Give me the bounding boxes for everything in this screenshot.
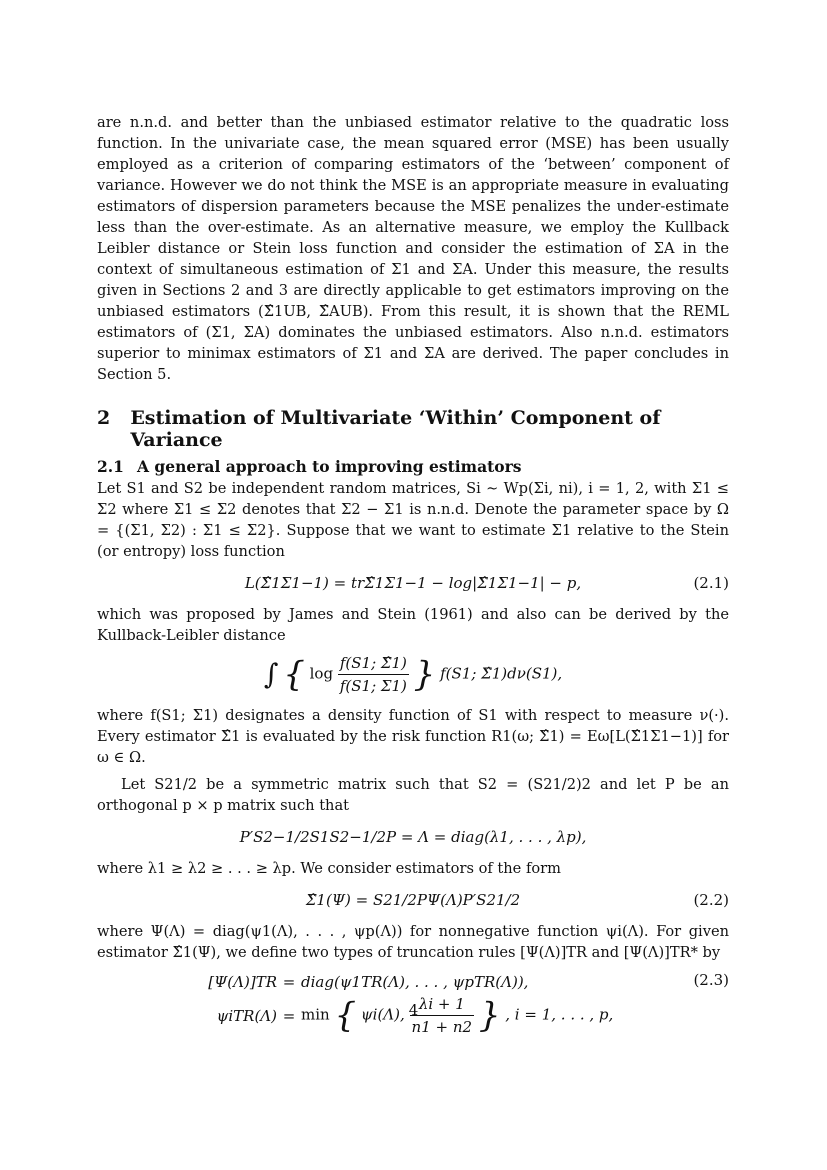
eq23-rel-2: = xyxy=(282,1007,296,1025)
subsection-heading xyxy=(97,457,729,476)
equation-2-2-tag: (2.2) xyxy=(693,891,729,909)
page-number: 4 xyxy=(408,1001,419,1019)
subsection-number: 2.1 xyxy=(97,457,124,476)
kl-fraction xyxy=(338,652,409,697)
min-fraction-denominator: n1 + n2 xyxy=(411,1018,473,1036)
subsection-title: A general approach to improving estimators xyxy=(137,457,522,476)
min-fraction-numerator: λi + 1 xyxy=(410,993,475,1016)
equation-2-1-body: L(Σ̂1Σ1−1) = trΣ̂1Σ1−1 − log|Σ̂1Σ1−1| − p, xyxy=(244,574,582,592)
section-heading xyxy=(97,407,729,451)
eq23-rhs-1: diag(ψ1TR(Λ), . . . , ψpTR(Λ)), xyxy=(301,973,529,991)
section-number: 2 xyxy=(97,407,111,429)
paragraph-truncation: where Ψ(Λ) = diag(ψ1(Λ), . . . , ψp(Λ)) for nonnegative function ψi(Λ). For given estimator Σ̂1(Ψ), we define two types of truncation rules [Ψ(Λ)]TR and [Ψ(Λ)]TR* by xyxy=(97,923,729,961)
kl-remainder: f(S1; Σ̂1)dν(S1), xyxy=(440,664,563,683)
paragraph-symmetric: Let S21/2 be a symmetric matrix such that S2 = (S21/2)2 and let P be an orthogonal p × p matrix such that xyxy=(97,776,729,814)
kl-denominator: f(S1; Σ1) xyxy=(339,677,407,695)
section-title: Estimation of Multivariate ‘Within’ Component of Variance xyxy=(130,407,661,451)
paragraph-setup: Let S1 and S2 be independent random matrices, Si ∼ Wp(Σi, ni), i = 1, 2, with Σ1 ≤ Σ2 where Σ1 ≤ Σ2 denotes that Σ2 − Σ1 is n.n.d. Denote the parameter space by Ω = {(Σ1, Σ2) : Σ1 ≤ Σ2}. Suppose that we want to estimate Σ1 relative to the Stein (or entropy) loss function xyxy=(97,480,729,560)
min-right-brace: } xyxy=(478,995,501,1036)
min-operator: min xyxy=(301,1005,330,1024)
page-body xyxy=(97,112,729,1039)
right-brace: } xyxy=(413,654,436,695)
equation-2-3-tag: (2.3) xyxy=(693,971,729,989)
equation-2-2-body: Σ̂1(Ψ) = S21/2PΨ(Λ)P′S21/2 xyxy=(305,891,521,909)
log-operator: log xyxy=(309,664,334,683)
equation-2-1 xyxy=(97,572,729,594)
eq23-lhs-1: [Ψ(Λ)]TR xyxy=(208,973,277,991)
min-left-brace: { xyxy=(334,995,357,1036)
left-brace: { xyxy=(283,654,305,695)
eq23-lhs-2: ψiTR(Λ) xyxy=(216,1007,277,1025)
eq23-rel-1: = xyxy=(282,973,296,991)
equation-diagonalization: P′S2−1/2S1S2−1/2P = Λ = diag(λ1, . . . , λp), xyxy=(239,828,587,846)
equation-2-2 xyxy=(97,889,729,911)
intro-paragraph: are n.n.d. and better than the unbiased estimator relative to the quadratic loss function. In the univariate case, the mean squared error (MSE) has been usually employed as a criterion of comparing estimators of the ‘between’ component of variance. However we do not think the MSE is an appropriate measure in evaluating estimators of dispersion parameters because the MSE penalizes the under-estimate less than the over-estimate. As an alternative measure, we employ the Kullback Leibler distance or Stein loss function and consider the estimation of ΣA in the context of simultaneous estimation of Σ1 and ΣA. Under this measure, the results given in Sections 2 and 3 are directly applicable to get estimators improving on the unbiased estimators (Σ̂1UB, Σ̂AUB). From this result, it is shown that the REML estimators of (Σ1, ΣA) dominates the unbiased estimators. Also n.n.d. estimators superior to minimax estimators of Σ1 and ΣA are derived. The paper concludes in Section 5. xyxy=(97,114,729,383)
min-index-range: , i = 1, . . . , p, xyxy=(505,1005,614,1024)
equation-kullback-leibler xyxy=(97,652,729,697)
paragraph-form: where λ1 ≥ λ2 ≥ . . . ≥ λp. We consider estimators of the form xyxy=(97,860,561,877)
kl-numerator: f(S1; Σ̂1) xyxy=(338,652,409,675)
integral-sign: ∫ xyxy=(263,657,279,691)
min-first-arg: ψi(Λ), xyxy=(360,1005,405,1024)
paragraph-kullback: which was proposed by James and Stein (1961) and also can be derived by the Kullback-Leibler distance xyxy=(97,606,729,644)
equation-2-1-tag: (2.1) xyxy=(693,574,729,592)
paragraph-risk: where f(S1; Σ1) designates a density function of S1 with respect to measure ν(·). Every estimator Σ̂1 is evaluated by the risk function R1(ω; Σ̂1) = Eω[L(Σ̂1Σ1−1)] for ω ∈ Ω. xyxy=(97,707,729,766)
